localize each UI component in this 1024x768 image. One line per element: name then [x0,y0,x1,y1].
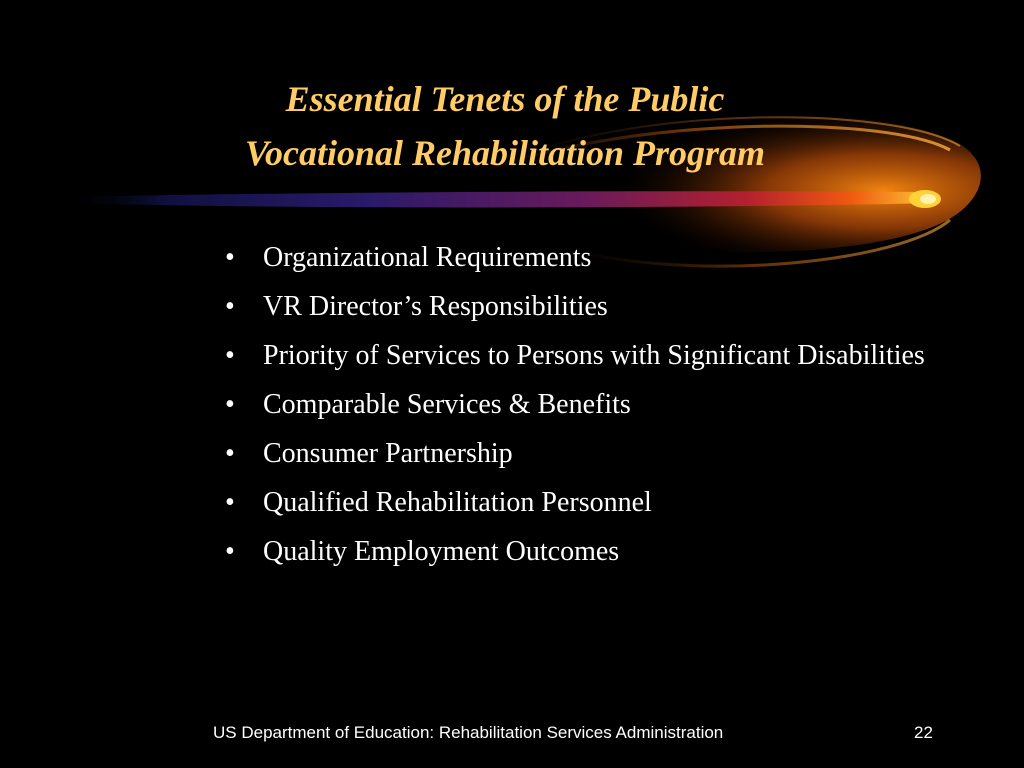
bullet-text: Priority of Services to Persons with Significant Disabilities [263,340,925,371]
bullet-text: Quality Employment Outcomes [263,536,620,567]
bullet-icon: • [225,438,235,469]
bullet-icon: • [225,487,235,518]
bullet-icon: • [225,291,235,322]
bullet-text: Consumer Partnership [263,438,513,469]
bullet-item [225,434,925,474]
bullet-text: VR Director’s Responsibilities [263,291,608,322]
bullet-text: Qualified Rehabilitation Personnel [263,487,652,518]
bullet-icon: • [225,340,235,371]
bullet-text: Comparable Services & Benefits [263,389,631,420]
page-number: 22 [914,723,933,742]
slide-title [0,72,1010,180]
bullet-icon: • [225,242,235,273]
bullet-item [225,287,925,327]
bullet-item [225,238,925,278]
bullet-text: Organizational Requirements [263,242,592,273]
bullet-list [225,238,925,581]
footer-source: US Department of Education: Rehabilitation Services Administration [213,723,724,742]
bullet-icon: • [225,536,235,567]
slide-title-line-2: Vocational Rehabilitation Program [244,133,766,173]
bullet-item [225,336,925,376]
bullet-item [225,483,925,523]
bullet-item [225,532,925,572]
slide-title-line-1: Essential Tenets of the Public [285,79,725,119]
bullet-icon: • [225,389,235,420]
bullet-item [225,385,925,425]
